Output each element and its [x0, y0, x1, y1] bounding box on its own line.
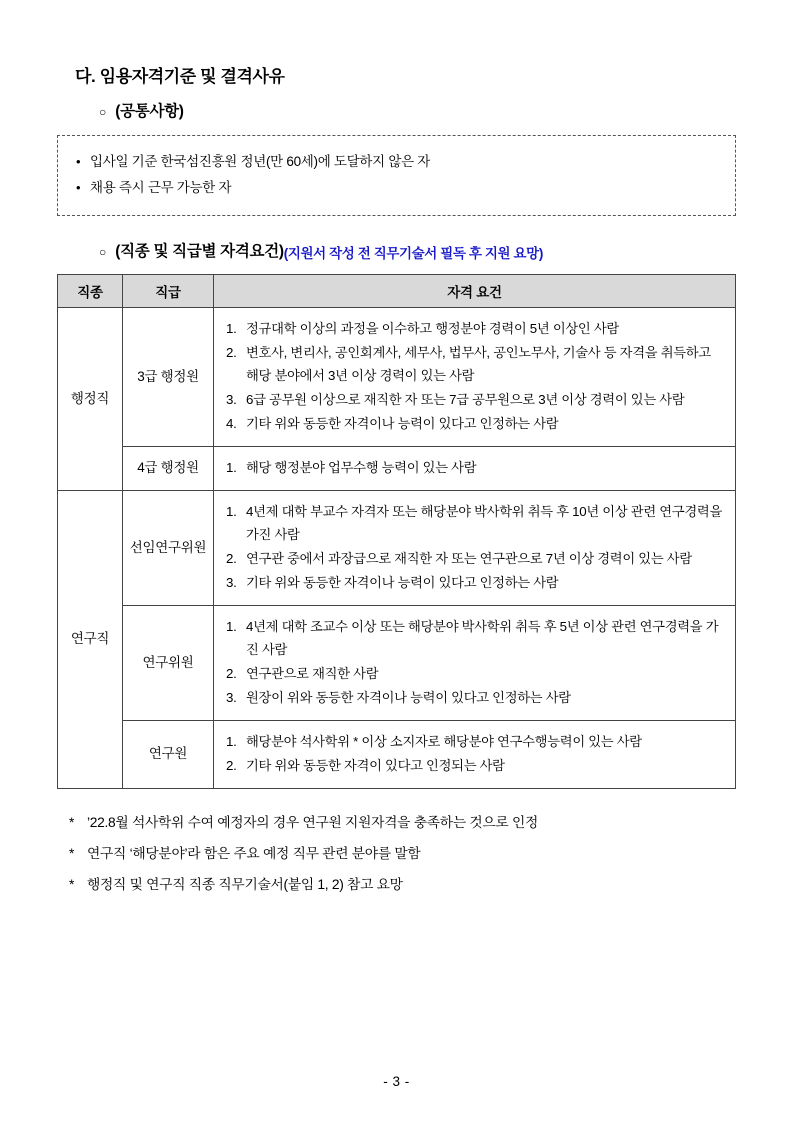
- cell-category-research: 연구직: [58, 491, 123, 789]
- list-item: 정규대학 이상의 과정을 이수하고 행정분야 경력이 5년 이상인 사람: [246, 321, 619, 337]
- list-item: 6급 공무원 이상으로 재직한 자 또는 7급 공무원으로 3년 이상 경력이 있는 사람: [246, 392, 685, 408]
- list-item: 연구관 중에서 과장급으로 재직한 자 또는 연구관으로 7년 이상 경력이 있는 사람: [246, 551, 692, 567]
- qualification-table: [57, 274, 736, 789]
- requirement-list: [226, 615, 725, 709]
- list-item: 기타 위와 동등한 자격이 있다고 인정되는 사람: [246, 758, 505, 774]
- list-item: 기타 위와 동등한 자격이나 능력이 있다고 인정하는 사람: [246, 575, 559, 591]
- cell-requirements: [214, 447, 736, 491]
- footnote-item: * ’22.8월 석사학위 수여 예정자의 경우 연구원 지원자격을 충족하는 것으로 인정: [69, 807, 736, 838]
- cell-requirements: [214, 308, 736, 447]
- qualification-section-note: (지원서 작성 전 직무기술서 필독 후 지원 요망): [283, 246, 543, 262]
- requirement-list: [226, 317, 725, 435]
- requirement-list: [226, 456, 725, 479]
- qualification-section-heading: [99, 242, 736, 262]
- list-item: 해당분야 석사학위 * 이상 소지자로 해당분야 연구수행능력이 있는 사람: [246, 734, 642, 750]
- footnotes: [69, 807, 736, 900]
- list-item: 4년제 대학 조교수 이상 또는 해당분야 박사학위 취득 후 5년 이상 관련 연구경력을 가진 사람: [246, 619, 719, 658]
- cell-grade: 연구원: [123, 721, 214, 789]
- common-requirements-box: [57, 135, 736, 216]
- page-title: 다. 임용자격기준 및 결격사유: [75, 67, 285, 86]
- cell-grade: 4급 행정원: [123, 447, 214, 491]
- list-item: • 채용 즉시 근무 가능한 자: [76, 175, 725, 201]
- cell-grade: 선임연구위원: [123, 491, 214, 606]
- common-section-heading: [99, 102, 736, 122]
- table-row: [58, 721, 736, 789]
- table-row: [58, 308, 736, 447]
- circle-bullet-icon: ○: [99, 105, 107, 120]
- column-header-grade: 직급: [123, 275, 214, 308]
- cell-grade: 3급 행정원: [123, 308, 214, 447]
- requirement-list: [226, 730, 725, 777]
- requirement-list: [226, 500, 725, 594]
- cell-requirements: [214, 606, 736, 721]
- table-row: [58, 606, 736, 721]
- list-item: 4년제 대학 부교수 자격자 또는 해당분야 박사학위 취득 후 10년 이상 관련 연구경력을 가진 사람: [246, 504, 722, 543]
- common-section-label: (공통사항): [115, 103, 184, 121]
- table-row: [58, 491, 736, 606]
- list-item: 원장이 위와 동등한 자격이나 능력이 있다고 인정하는 사람: [246, 690, 571, 706]
- cell-category-administrative: 행정직: [58, 308, 123, 491]
- cell-requirements: [214, 491, 736, 606]
- list-item: 기타 위와 동등한 자격이나 능력이 있다고 인정하는 사람: [246, 416, 559, 432]
- footnote-item: * 연구직 ‘해당분야’라 함은 주요 예정 직무 관련 분야를 말함: [69, 838, 736, 869]
- qualification-section-label: (직종 및 직급별 자격요건): [115, 243, 284, 261]
- list-item: • 입사일 기준 한국섬진흥원 정년(만 60세)에 도달하지 않은 자: [76, 149, 725, 175]
- cell-requirements: [214, 721, 736, 789]
- list-item: 해당 행정분야 업무수행 능력이 있는 사람: [246, 460, 477, 476]
- list-item: 연구관으로 재직한 사람: [246, 666, 379, 682]
- cell-grade: 연구위원: [123, 606, 214, 721]
- list-item: 변호사, 변리사, 공인회계사, 세무사, 법무사, 공인노무사, 기술사 등 자격을 취득하고 해당 분야에서 3년 이상 경력이 있는 사람: [246, 345, 711, 384]
- footnote-item: * 행정직 및 연구직 직종 직무기술서(붙임 1, 2) 참고 요망: [69, 869, 736, 900]
- page-number: - 3 -: [383, 1074, 410, 1089]
- common-requirements-list: [76, 149, 725, 201]
- column-header-requirements: 자격 요건: [214, 275, 736, 308]
- column-header-category: 직종: [58, 275, 123, 308]
- circle-bullet-icon: ○: [99, 245, 107, 260]
- table-row: [58, 447, 736, 491]
- table-header-row: [58, 275, 736, 308]
